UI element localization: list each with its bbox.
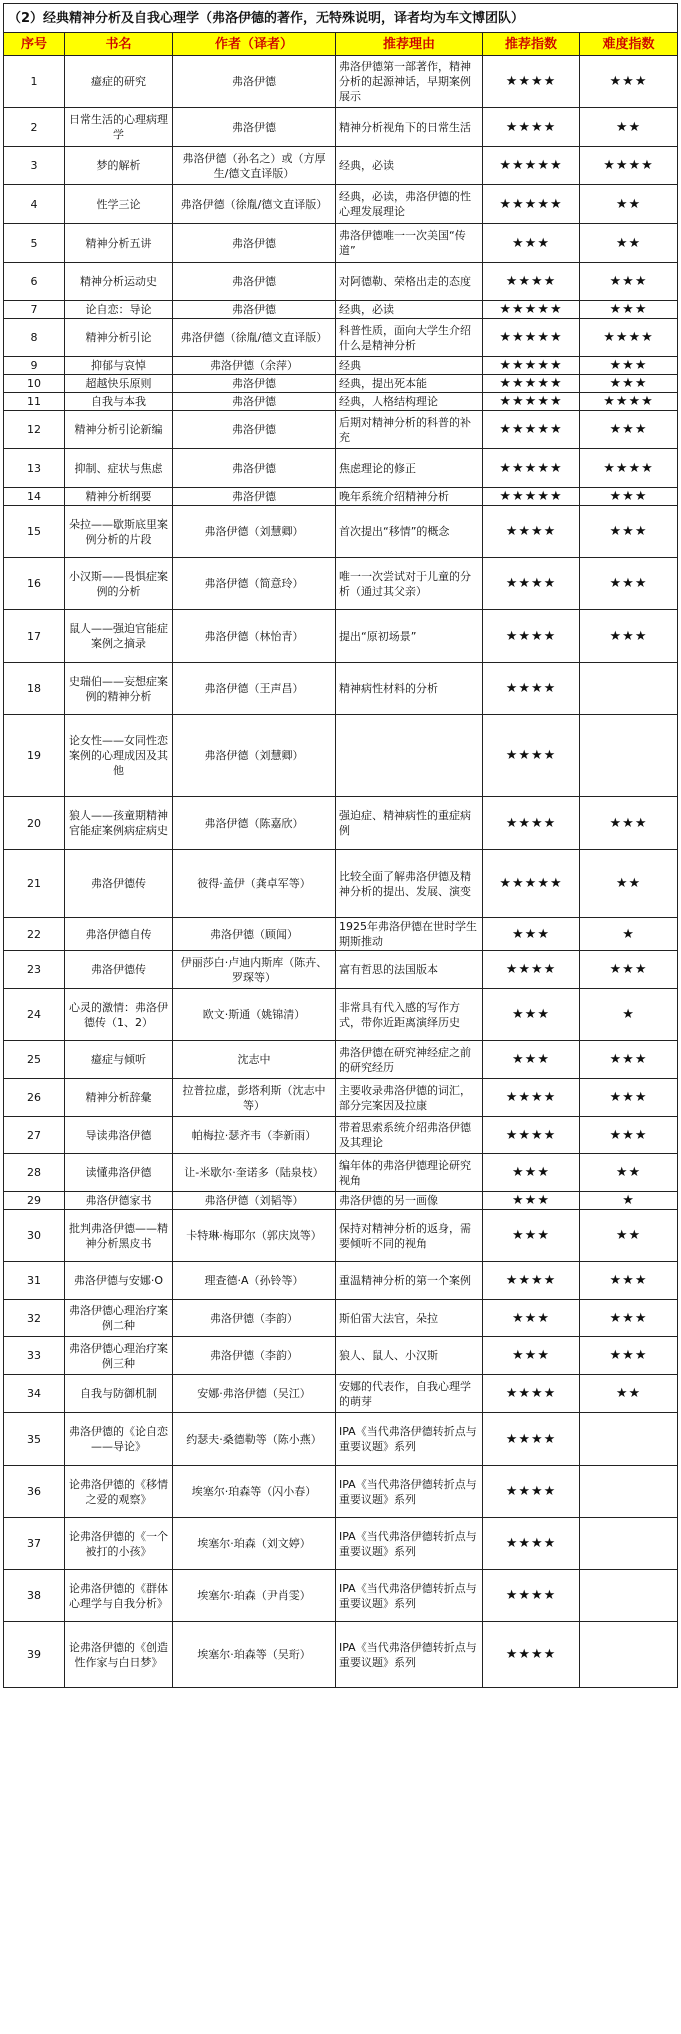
cell-num: 20 xyxy=(4,797,65,850)
cell-rec-rating: ★★★★ xyxy=(483,506,580,558)
cell-reason: 重温精神分析的第一个案例 xyxy=(336,1262,483,1300)
cell-author: 埃塞尔·珀森等（闪小春） xyxy=(173,1466,336,1518)
cell-author: 弗洛伊德 xyxy=(173,488,336,506)
cell-diff-rating xyxy=(580,715,678,797)
cell-num: 31 xyxy=(4,1262,65,1300)
table-row xyxy=(4,357,678,375)
cell-author: 弗洛伊德（李韵） xyxy=(173,1300,336,1337)
table-row xyxy=(4,488,678,506)
cell-author: 弗洛伊德 xyxy=(173,263,336,301)
cell-num: 25 xyxy=(4,1041,65,1079)
cell-reason: 经典 xyxy=(336,357,483,375)
cell-diff-rating: ★★ xyxy=(580,185,678,224)
cell-book-name: 精神分析纲要 xyxy=(65,488,173,506)
cell-book-name: 朵拉——歇斯底里案例分析的片段 xyxy=(65,506,173,558)
cell-rec-rating: ★★★★ xyxy=(483,951,580,989)
table-row xyxy=(4,797,678,850)
table-row xyxy=(4,185,678,224)
table-row xyxy=(4,918,678,951)
cell-rec-rating: ★★★★★ xyxy=(483,411,580,449)
table-row xyxy=(4,263,678,301)
header-reason: 推荐理由 xyxy=(336,33,483,56)
cell-book-name: 鼠人——强迫官能症案例之摘录 xyxy=(65,610,173,663)
cell-book-name: 梦的解析 xyxy=(65,147,173,185)
cell-reason: 主要收录弗洛伊德的词汇，部分完案因及拉康 xyxy=(336,1079,483,1117)
table-row xyxy=(4,108,678,147)
cell-rec-rating: ★★★★ xyxy=(483,1622,580,1688)
cell-author: 弗洛伊德（林怡青） xyxy=(173,610,336,663)
cell-rec-rating: ★★★ xyxy=(483,1154,580,1192)
cell-book-name: 精神分析辞彙 xyxy=(65,1079,173,1117)
cell-diff-rating: ★ xyxy=(580,989,678,1041)
header-rec: 推荐指数 xyxy=(483,33,580,56)
table-row xyxy=(4,1337,678,1375)
cell-diff-rating: ★ xyxy=(580,1192,678,1210)
cell-author: 彼得·盖伊（龚卓军等） xyxy=(173,850,336,918)
table-row xyxy=(4,319,678,357)
header-num: 序号 xyxy=(4,33,65,56)
cell-rec-rating: ★★★★★ xyxy=(483,393,580,411)
cell-author: 弗洛伊德 xyxy=(173,108,336,147)
cell-rec-rating: ★★★★★ xyxy=(483,375,580,393)
cell-rec-rating: ★★★★ xyxy=(483,797,580,850)
cell-rec-rating: ★★★★★ xyxy=(483,147,580,185)
cell-reason: 强迫症、精神病性的重症病例 xyxy=(336,797,483,850)
cell-rec-rating: ★★★★★ xyxy=(483,488,580,506)
cell-rec-rating: ★★★★ xyxy=(483,558,580,610)
cell-reason: 安娜的代表作，自我心理学的萌芽 xyxy=(336,1375,483,1413)
header-author: 作者（译者） xyxy=(173,33,336,56)
table-row xyxy=(4,411,678,449)
cell-rec-rating: ★★★★ xyxy=(483,56,580,108)
cell-author: 弗洛伊德（徐胤/德文直译版） xyxy=(173,319,336,357)
table-row xyxy=(4,989,678,1041)
cell-num: 2 xyxy=(4,108,65,147)
cell-rec-rating: ★★★★ xyxy=(483,1518,580,1570)
cell-diff-rating: ★★★ xyxy=(580,301,678,319)
table-row xyxy=(4,1518,678,1570)
cell-rec-rating: ★★★★★ xyxy=(483,185,580,224)
cell-book-name: 论女性——女同性恋案例的心理成因及其他 xyxy=(65,715,173,797)
cell-rec-rating: ★★★★ xyxy=(483,610,580,663)
cell-book-name: 小汉斯——畏惧症案例的分析 xyxy=(65,558,173,610)
cell-num: 34 xyxy=(4,1375,65,1413)
table-row xyxy=(4,850,678,918)
cell-diff-rating: ★★★★ xyxy=(580,449,678,488)
table-row xyxy=(4,1570,678,1622)
cell-book-name: 论弗洛伊德的《群体心理学与自我分析》 xyxy=(65,1570,173,1622)
cell-num: 29 xyxy=(4,1192,65,1210)
cell-rec-rating: ★★★★ xyxy=(483,1570,580,1622)
cell-rec-rating: ★★★ xyxy=(483,1192,580,1210)
cell-rec-rating: ★★★★ xyxy=(483,1413,580,1466)
cell-author: 弗洛伊德 xyxy=(173,411,336,449)
table-row xyxy=(4,1413,678,1466)
cell-diff-rating: ★★★ xyxy=(580,357,678,375)
cell-num: 7 xyxy=(4,301,65,319)
table-body xyxy=(4,56,678,1688)
cell-num: 12 xyxy=(4,411,65,449)
cell-rec-rating: ★★★★ xyxy=(483,1375,580,1413)
cell-author: 埃塞尔·珀森（尹肖雯） xyxy=(173,1570,336,1622)
table-row xyxy=(4,715,678,797)
table-row xyxy=(4,951,678,989)
cell-author: 弗洛伊德（徐胤/德文直译版） xyxy=(173,185,336,224)
table-row xyxy=(4,56,678,108)
cell-diff-rating: ★★★ xyxy=(580,411,678,449)
cell-book-name: 弗洛伊德传 xyxy=(65,951,173,989)
cell-diff-rating: ★★★ xyxy=(580,263,678,301)
cell-book-name: 弗洛伊德传 xyxy=(65,850,173,918)
cell-rec-rating: ★★★ xyxy=(483,1041,580,1079)
cell-rec-rating: ★★★★ xyxy=(483,1262,580,1300)
table-row xyxy=(4,375,678,393)
cell-rec-rating: ★★★★ xyxy=(483,263,580,301)
cell-author: 拉普拉虚，彭塔利斯（沈志中等） xyxy=(173,1079,336,1117)
cell-rec-rating: ★★★ xyxy=(483,1337,580,1375)
cell-reason: IPA《当代弗洛伊德转折点与重要议题》系列 xyxy=(336,1570,483,1622)
cell-reason: 提出“原初场景” xyxy=(336,610,483,663)
header-name: 书名 xyxy=(65,33,173,56)
cell-diff-rating: ★ xyxy=(580,918,678,951)
table-row xyxy=(4,1210,678,1262)
table-row xyxy=(4,558,678,610)
cell-reason: 焦虑理论的修正 xyxy=(336,449,483,488)
table-row xyxy=(4,1375,678,1413)
table-row xyxy=(4,1466,678,1518)
cell-rec-rating: ★★★ xyxy=(483,989,580,1041)
cell-book-name: 弗洛伊德与安娜·O xyxy=(65,1262,173,1300)
cell-book-name: 论弗洛伊德的《创造性作家与白日梦》 xyxy=(65,1622,173,1688)
table-row xyxy=(4,1041,678,1079)
cell-num: 10 xyxy=(4,375,65,393)
cell-reason: 非常具有代入感的写作方式，带你近距离演绎历史 xyxy=(336,989,483,1041)
cell-diff-rating xyxy=(580,663,678,715)
cell-author: 约瑟夫·桑德勒等（陈小燕） xyxy=(173,1413,336,1466)
cell-book-name: 论弗洛伊德的《一个被打的小孩》 xyxy=(65,1518,173,1570)
cell-num: 37 xyxy=(4,1518,65,1570)
table-row xyxy=(4,224,678,263)
cell-author: 弗洛伊德 xyxy=(173,56,336,108)
cell-author: 弗洛伊德 xyxy=(173,375,336,393)
cell-reason: IPA《当代弗洛伊德转折点与重要议题》系列 xyxy=(336,1466,483,1518)
cell-num: 13 xyxy=(4,449,65,488)
cell-author: 沈志中 xyxy=(173,1041,336,1079)
cell-diff-rating: ★★★ xyxy=(580,488,678,506)
cell-author: 理查德·A（孙铃等） xyxy=(173,1262,336,1300)
cell-reason: 经典，人格结构理论 xyxy=(336,393,483,411)
cell-num: 28 xyxy=(4,1154,65,1192)
cell-reason: 经典，必读 xyxy=(336,301,483,319)
cell-diff-rating: ★★ xyxy=(580,108,678,147)
cell-book-name: 精神分析引论新编 xyxy=(65,411,173,449)
cell-num: 32 xyxy=(4,1300,65,1337)
cell-diff-rating: ★★★ xyxy=(580,56,678,108)
cell-num: 27 xyxy=(4,1117,65,1154)
cell-book-name: 论自恋：导论 xyxy=(65,301,173,319)
cell-book-name: 弗洛伊德心理治疗案例三种 xyxy=(65,1337,173,1375)
cell-num: 35 xyxy=(4,1413,65,1466)
cell-num: 17 xyxy=(4,610,65,663)
cell-book-name: 弗洛伊德心理治疗案例二种 xyxy=(65,1300,173,1337)
cell-diff-rating: ★★★ xyxy=(580,1041,678,1079)
cell-diff-rating: ★★★★ xyxy=(580,319,678,357)
cell-author: 帕梅拉·瑟齐韦（李新雨） xyxy=(173,1117,336,1154)
cell-reason: 首次提出“移情”的概念 xyxy=(336,506,483,558)
cell-reason: 斯伯雷大法官，朵拉 xyxy=(336,1300,483,1337)
cell-diff-rating xyxy=(580,1518,678,1570)
cell-diff-rating: ★★★ xyxy=(580,375,678,393)
cell-book-name: 读懂弗洛伊德 xyxy=(65,1154,173,1192)
cell-reason: IPA《当代弗洛伊德转折点与重要议题》系列 xyxy=(336,1518,483,1570)
cell-rec-rating: ★★★ xyxy=(483,918,580,951)
cell-reason: 唯一一次尝试对于儿童的分析（通过其父亲） xyxy=(336,558,483,610)
cell-num: 36 xyxy=(4,1466,65,1518)
table-row xyxy=(4,610,678,663)
table-row xyxy=(4,1079,678,1117)
cell-rec-rating: ★★★★ xyxy=(483,715,580,797)
cell-book-name: 心灵的激情：弗洛伊德传（1、2） xyxy=(65,989,173,1041)
cell-author: 卡特琳·梅耶尔（郭庆岚等） xyxy=(173,1210,336,1262)
table-row xyxy=(4,663,678,715)
cell-num: 21 xyxy=(4,850,65,918)
cell-reason: 后期对精神分析的科普的补充 xyxy=(336,411,483,449)
cell-diff-rating: ★★ xyxy=(580,850,678,918)
cell-reason: 对阿德勒、荣格出走的态度 xyxy=(336,263,483,301)
cell-book-name: 精神分析引论 xyxy=(65,319,173,357)
cell-book-name: 抑制、症状与焦虑 xyxy=(65,449,173,488)
book-table xyxy=(3,3,678,1688)
table-row xyxy=(4,1192,678,1210)
cell-reason: 弗洛伊德在研究神经症之前的研究经历 xyxy=(336,1041,483,1079)
cell-diff-rating: ★★★★ xyxy=(580,393,678,411)
cell-author: 弗洛伊德（简意玲） xyxy=(173,558,336,610)
cell-rec-rating: ★★★★ xyxy=(483,663,580,715)
cell-num: 39 xyxy=(4,1622,65,1688)
cell-diff-rating: ★★ xyxy=(580,1154,678,1192)
table-row xyxy=(4,449,678,488)
cell-book-name: 性学三论 xyxy=(65,185,173,224)
cell-diff-rating: ★★★ xyxy=(580,506,678,558)
cell-rec-rating: ★★★ xyxy=(483,1300,580,1337)
cell-book-name: 精神分析五讲 xyxy=(65,224,173,263)
cell-book-name: 自我与本我 xyxy=(65,393,173,411)
cell-diff-rating: ★★★ xyxy=(580,951,678,989)
cell-diff-rating xyxy=(580,1622,678,1688)
cell-reason: 科普性质，面向大学生介绍什么是精神分析 xyxy=(336,319,483,357)
cell-num: 8 xyxy=(4,319,65,357)
cell-book-name: 精神分析运动史 xyxy=(65,263,173,301)
cell-author: 弗洛伊德（李韵） xyxy=(173,1337,336,1375)
table-row xyxy=(4,1622,678,1688)
cell-author: 弗洛伊德（刘韬等） xyxy=(173,1192,336,1210)
table-title: （2）经典精神分析及自我心理学（弗洛伊德的著作，无特殊说明，译者均为车文博团队） xyxy=(4,4,678,33)
cell-reason: IPA《当代弗洛伊德转折点与重要议题》系列 xyxy=(336,1413,483,1466)
cell-num: 18 xyxy=(4,663,65,715)
cell-book-name: 抑郁与哀悼 xyxy=(65,357,173,375)
cell-reason: 1925年弗洛伊德在世时学生期斯推动 xyxy=(336,918,483,951)
cell-author: 埃塞尔·珀森等（吴珩） xyxy=(173,1622,336,1688)
cell-diff-rating: ★★★ xyxy=(580,1262,678,1300)
cell-author: 弗洛伊德（王声昌） xyxy=(173,663,336,715)
cell-num: 22 xyxy=(4,918,65,951)
table-row xyxy=(4,1117,678,1154)
cell-num: 5 xyxy=(4,224,65,263)
cell-num: 1 xyxy=(4,56,65,108)
table-row xyxy=(4,1262,678,1300)
cell-author: 埃塞尔·珀森（刘文婷） xyxy=(173,1518,336,1570)
cell-author: 弗洛伊德（陈嘉欣） xyxy=(173,797,336,850)
cell-num: 3 xyxy=(4,147,65,185)
cell-rec-rating: ★★★★ xyxy=(483,1079,580,1117)
cell-reason: 编年体的弗洛伊德理论研究视角 xyxy=(336,1154,483,1192)
cell-author: 弗洛伊德（顾闻） xyxy=(173,918,336,951)
book-list-document xyxy=(3,3,677,1688)
table-row xyxy=(4,147,678,185)
cell-reason: 弗洛伊德第一部著作，精神分析的起源神话，早期案例展示 xyxy=(336,56,483,108)
cell-reason: 弗洛伊德的另一画像 xyxy=(336,1192,483,1210)
cell-diff-rating: ★★★ xyxy=(580,1079,678,1117)
cell-book-name: 癔症与倾听 xyxy=(65,1041,173,1079)
cell-author: 弗洛伊德（余萍） xyxy=(173,357,336,375)
cell-rec-rating: ★★★★★ xyxy=(483,357,580,375)
cell-author: 弗洛伊德 xyxy=(173,301,336,319)
cell-rec-rating: ★★★★ xyxy=(483,1466,580,1518)
cell-reason: 比较全面了解弗洛伊德及精神分析的提出、发展、演变 xyxy=(336,850,483,918)
cell-diff-rating xyxy=(580,1413,678,1466)
cell-rec-rating: ★★★★ xyxy=(483,1117,580,1154)
cell-diff-rating: ★★★ xyxy=(580,1117,678,1154)
cell-diff-rating: ★★★ xyxy=(580,610,678,663)
cell-reason: 经典，必读，弗洛伊德的性心理发展理论 xyxy=(336,185,483,224)
cell-book-name: 狼人——孩童期精神官能症案例病症病史 xyxy=(65,797,173,850)
cell-num: 9 xyxy=(4,357,65,375)
cell-rec-rating: ★★★★★ xyxy=(483,301,580,319)
cell-num: 23 xyxy=(4,951,65,989)
cell-num: 4 xyxy=(4,185,65,224)
cell-book-name: 癔症的研究 xyxy=(65,56,173,108)
table-row xyxy=(4,393,678,411)
cell-reason: 经典，必读 xyxy=(336,147,483,185)
header-diff: 难度指数 xyxy=(580,33,678,56)
cell-reason xyxy=(336,715,483,797)
cell-rec-rating: ★★★★★ xyxy=(483,449,580,488)
cell-num: 24 xyxy=(4,989,65,1041)
cell-author: 弗洛伊德（刘慧卿） xyxy=(173,715,336,797)
cell-num: 15 xyxy=(4,506,65,558)
cell-book-name: 导读弗洛伊德 xyxy=(65,1117,173,1154)
cell-reason: 带着思索系统介绍弗洛伊德及其理论 xyxy=(336,1117,483,1154)
header-row xyxy=(4,33,678,56)
cell-rec-rating: ★★★ xyxy=(483,1210,580,1262)
cell-author: 弗洛伊德（刘慧卿） xyxy=(173,506,336,558)
cell-diff-rating xyxy=(580,1570,678,1622)
cell-rec-rating: ★★★ xyxy=(483,224,580,263)
cell-num: 19 xyxy=(4,715,65,797)
cell-diff-rating: ★★★★ xyxy=(580,147,678,185)
cell-reason: 保持对精神分析的返身，需要倾听不同的视角 xyxy=(336,1210,483,1262)
cell-diff-rating: ★★ xyxy=(580,1375,678,1413)
cell-reason: 精神病性材料的分析 xyxy=(336,663,483,715)
cell-author: 安娜·弗洛伊德（吴江） xyxy=(173,1375,336,1413)
table-row xyxy=(4,506,678,558)
cell-num: 6 xyxy=(4,263,65,301)
cell-book-name: 弗洛伊德家书 xyxy=(65,1192,173,1210)
cell-reason: 晚年系统介绍精神分析 xyxy=(336,488,483,506)
cell-book-name: 自我与防御机制 xyxy=(65,1375,173,1413)
cell-book-name: 日常生活的心理病理学 xyxy=(65,108,173,147)
cell-rec-rating: ★★★★★ xyxy=(483,319,580,357)
cell-rec-rating: ★★★★★ xyxy=(483,850,580,918)
table-row xyxy=(4,1154,678,1192)
cell-reason: IPA《当代弗洛伊德转折点与重要议题》系列 xyxy=(336,1622,483,1688)
cell-diff-rating: ★★★ xyxy=(580,1300,678,1337)
cell-book-name: 论弗洛伊德的《移情之爱的观察》 xyxy=(65,1466,173,1518)
cell-book-name: 超越快乐原则 xyxy=(65,375,173,393)
cell-author: 弗洛伊德（孙名之）或（方厚生/德文直译版） xyxy=(173,147,336,185)
cell-author: 弗洛伊德 xyxy=(173,224,336,263)
cell-diff-rating: ★★ xyxy=(580,224,678,263)
cell-author: 弗洛伊德 xyxy=(173,393,336,411)
cell-rec-rating: ★★★★ xyxy=(483,108,580,147)
table-row xyxy=(4,301,678,319)
cell-num: 38 xyxy=(4,1570,65,1622)
cell-reason: 精神分析视角下的日常生活 xyxy=(336,108,483,147)
cell-diff-rating: ★★ xyxy=(580,1210,678,1262)
cell-num: 16 xyxy=(4,558,65,610)
cell-num: 30 xyxy=(4,1210,65,1262)
table-row xyxy=(4,1300,678,1337)
cell-author: 欧文·斯通（姚锦清） xyxy=(173,989,336,1041)
cell-reason: 弗洛伊德唯一一次美国“传道” xyxy=(336,224,483,263)
cell-book-name: 批判弗洛伊德——精神分析黑皮书 xyxy=(65,1210,173,1262)
cell-num: 14 xyxy=(4,488,65,506)
cell-author: 伊丽莎白·卢迪内斯库（陈卉、罗琛等） xyxy=(173,951,336,989)
cell-diff-rating: ★★★ xyxy=(580,797,678,850)
cell-reason: 狼人、鼠人、小汉斯 xyxy=(336,1337,483,1375)
cell-book-name: 弗洛伊德自传 xyxy=(65,918,173,951)
cell-num: 26 xyxy=(4,1079,65,1117)
cell-diff-rating: ★★★ xyxy=(580,558,678,610)
cell-reason: 经典，提出死本能 xyxy=(336,375,483,393)
cell-diff-rating xyxy=(580,1466,678,1518)
cell-book-name: 史瑞伯——妄想症案例的精神分析 xyxy=(65,663,173,715)
cell-book-name: 弗洛伊德的《论自恋——导论》 xyxy=(65,1413,173,1466)
cell-author: 弗洛伊德 xyxy=(173,449,336,488)
cell-reason: 富有哲思的法国版本 xyxy=(336,951,483,989)
cell-num: 33 xyxy=(4,1337,65,1375)
cell-num: 11 xyxy=(4,393,65,411)
cell-diff-rating: ★★★ xyxy=(580,1337,678,1375)
cell-author: 让-米歇尔·奎诺多（陆泉枝） xyxy=(173,1154,336,1192)
